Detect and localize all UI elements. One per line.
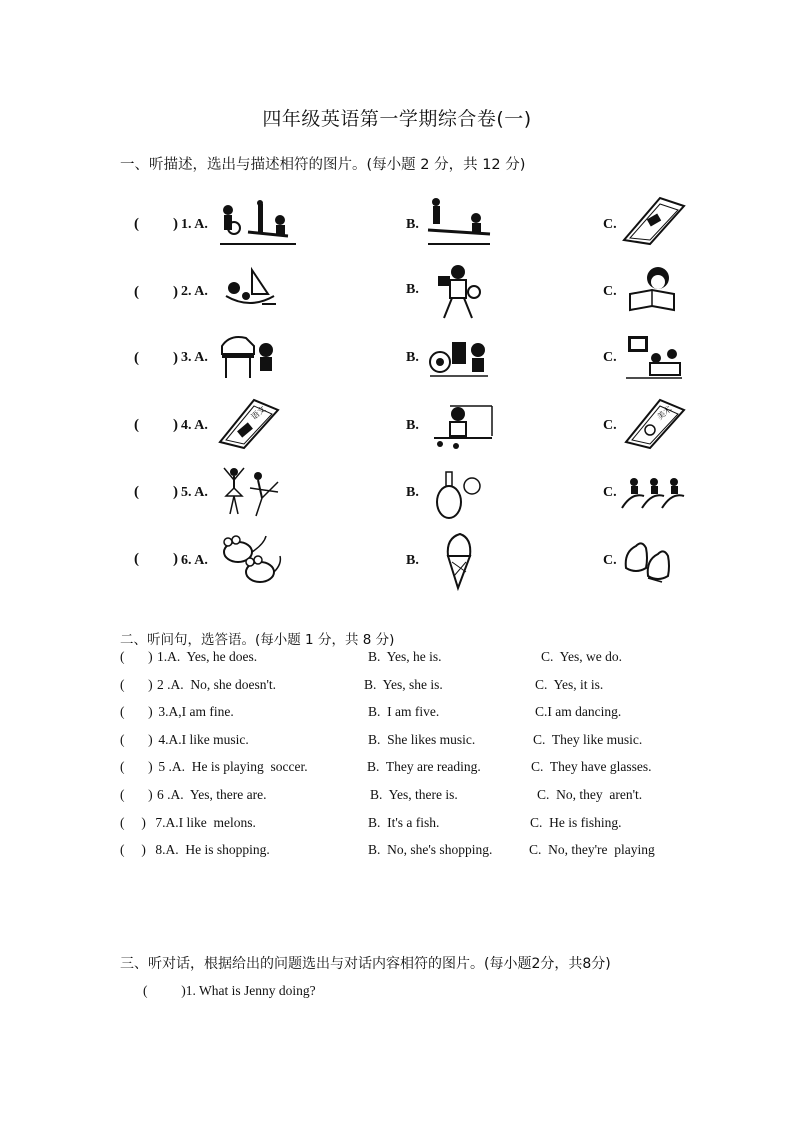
kids-rowing-image — [620, 474, 686, 512]
question-2-label: 2. A. — [181, 284, 208, 299]
option-1b-label: B. — [406, 217, 419, 232]
magazine-image — [620, 196, 686, 246]
choice-8b: B. No, she's shopping. — [368, 842, 493, 857]
photographer-image — [434, 262, 482, 320]
ping-pong-paddle-image — [436, 470, 486, 522]
answer-blank[interactable]: ( ) — [120, 649, 153, 664]
kids-on-ground-image — [428, 196, 492, 248]
book-title-chinese: 语文 — [249, 404, 268, 422]
option-6b-label: B. — [406, 553, 419, 568]
option-2b-label: B. — [406, 282, 419, 297]
answer-paren-close: ) — [173, 216, 178, 232]
choice-4c: C. They like music. — [533, 732, 643, 747]
kids-watching-tv-image — [624, 332, 684, 380]
choice-6b: B. Yes, there is. — [370, 787, 458, 802]
choice-8a: 8.A. He is shopping. — [152, 842, 270, 857]
answer-paren-open: ( — [134, 216, 139, 232]
choice-7b: B. It's a fish. — [368, 815, 440, 830]
choice-2c: C. Yes, it is. — [535, 677, 604, 692]
answer-paren-open: ( — [134, 350, 139, 366]
answer-blank[interactable]: ( ) — [120, 815, 146, 830]
kids-playground-image — [218, 200, 298, 248]
option-3b-label: B. — [406, 350, 419, 365]
section2-heading: 二、听问句，选答语。(每小题 1 分，共 8 分) — [120, 632, 395, 648]
option-4b-label: B. — [406, 418, 419, 433]
section3-question-1: ( )1. What is Jenny doing? — [143, 983, 316, 998]
option-2c-label: C. — [603, 284, 617, 299]
ice-cream-image — [444, 532, 474, 590]
choice-6c: C. No, they aren't. — [537, 787, 643, 802]
option-1c-label: C. — [603, 217, 617, 232]
choice-2b: B. Yes, she is. — [364, 677, 443, 692]
band-instruments-image — [428, 334, 490, 380]
option-5c-label: C. — [603, 485, 617, 500]
answer-blank[interactable]: ( ) — [120, 704, 153, 719]
boat-scene-image — [222, 266, 278, 310]
girl-piano-image — [220, 332, 278, 382]
answer-blank[interactable]: ( ) — [120, 677, 153, 692]
answer-paren-close: ) — [173, 350, 178, 366]
choice-7a: 7.A.I like melons. — [152, 815, 256, 830]
answer-blank[interactable]: ( ) — [120, 732, 153, 747]
choice-7c: C. He is fishing. — [530, 815, 622, 830]
book-title-art: 美术 — [655, 404, 674, 422]
choice-5a: 5 .A. He is playing soccer. — [155, 759, 308, 774]
option-4c-label: C. — [603, 418, 617, 433]
answer-blank[interactable]: ( ) — [120, 787, 153, 802]
question-1-label: 1. A. — [181, 217, 208, 232]
option-5b-label: B. — [406, 485, 419, 500]
question-3-label: 3. A. — [181, 350, 208, 365]
choice-4b: B. She likes music. — [368, 732, 476, 747]
art-book-image — [622, 398, 686, 450]
answer-paren-open: ( — [134, 417, 139, 433]
answer-blank[interactable]: ( ) — [120, 759, 153, 774]
answer-paren-close: ) — [173, 417, 178, 433]
answer-paren-close: ) — [173, 484, 178, 500]
boy-studying-image — [430, 402, 494, 452]
choice-1a: 1.A. Yes, he does. — [157, 649, 258, 664]
answer-paren-open: ( — [134, 284, 139, 300]
choice-1c: C. Yes, we do. — [541, 649, 623, 664]
choice-4a: 4.A.I like music. — [155, 732, 249, 747]
choice-1b: B. Yes, he is. — [368, 649, 442, 664]
option-6c-label: C. — [603, 553, 617, 568]
peaches-image — [622, 538, 672, 584]
answer-blank[interactable]: ( ) — [120, 842, 146, 857]
answer-paren-open: ( — [134, 484, 139, 500]
page-title: 四年级英语第一学期综合卷(一) — [262, 108, 532, 130]
child-reading-image — [628, 264, 680, 314]
question-5-label: 5. A. — [181, 485, 208, 500]
question-4-label: 4. A. — [181, 418, 208, 433]
chinese-book-image — [216, 398, 280, 450]
mice-image — [220, 534, 282, 586]
answer-paren-open: ( — [134, 551, 139, 567]
section3-heading: 三、听对话，根据给出的问题选出与对话内容相符的图片。(每小题2分，共8分) — [120, 956, 611, 972]
choice-5c: C. They have glasses. — [531, 759, 652, 774]
choice-6a: 6 .A. Yes, there are. — [157, 787, 267, 802]
choice-3a: 3.A,I am fine. — [155, 704, 234, 719]
section1-heading: 一、听描述，选出与描述相符的图片。(每小题 2 分，共 12 分) — [120, 157, 526, 173]
choice-8c: C. No, they're playing — [529, 842, 655, 857]
choice-5b: B. They are reading. — [367, 759, 481, 774]
choice-3b: B. I am five. — [368, 704, 440, 719]
answer-paren-close: ) — [173, 551, 178, 567]
dancers-image — [222, 466, 280, 518]
question-6-label: 6. A. — [181, 553, 208, 568]
option-3c-label: C. — [603, 350, 617, 365]
answer-paren-close: ) — [173, 284, 178, 300]
choice-3c: C.I am dancing. — [535, 704, 622, 719]
choice-2a: 2 .A. No, she doesn't. — [157, 677, 277, 692]
